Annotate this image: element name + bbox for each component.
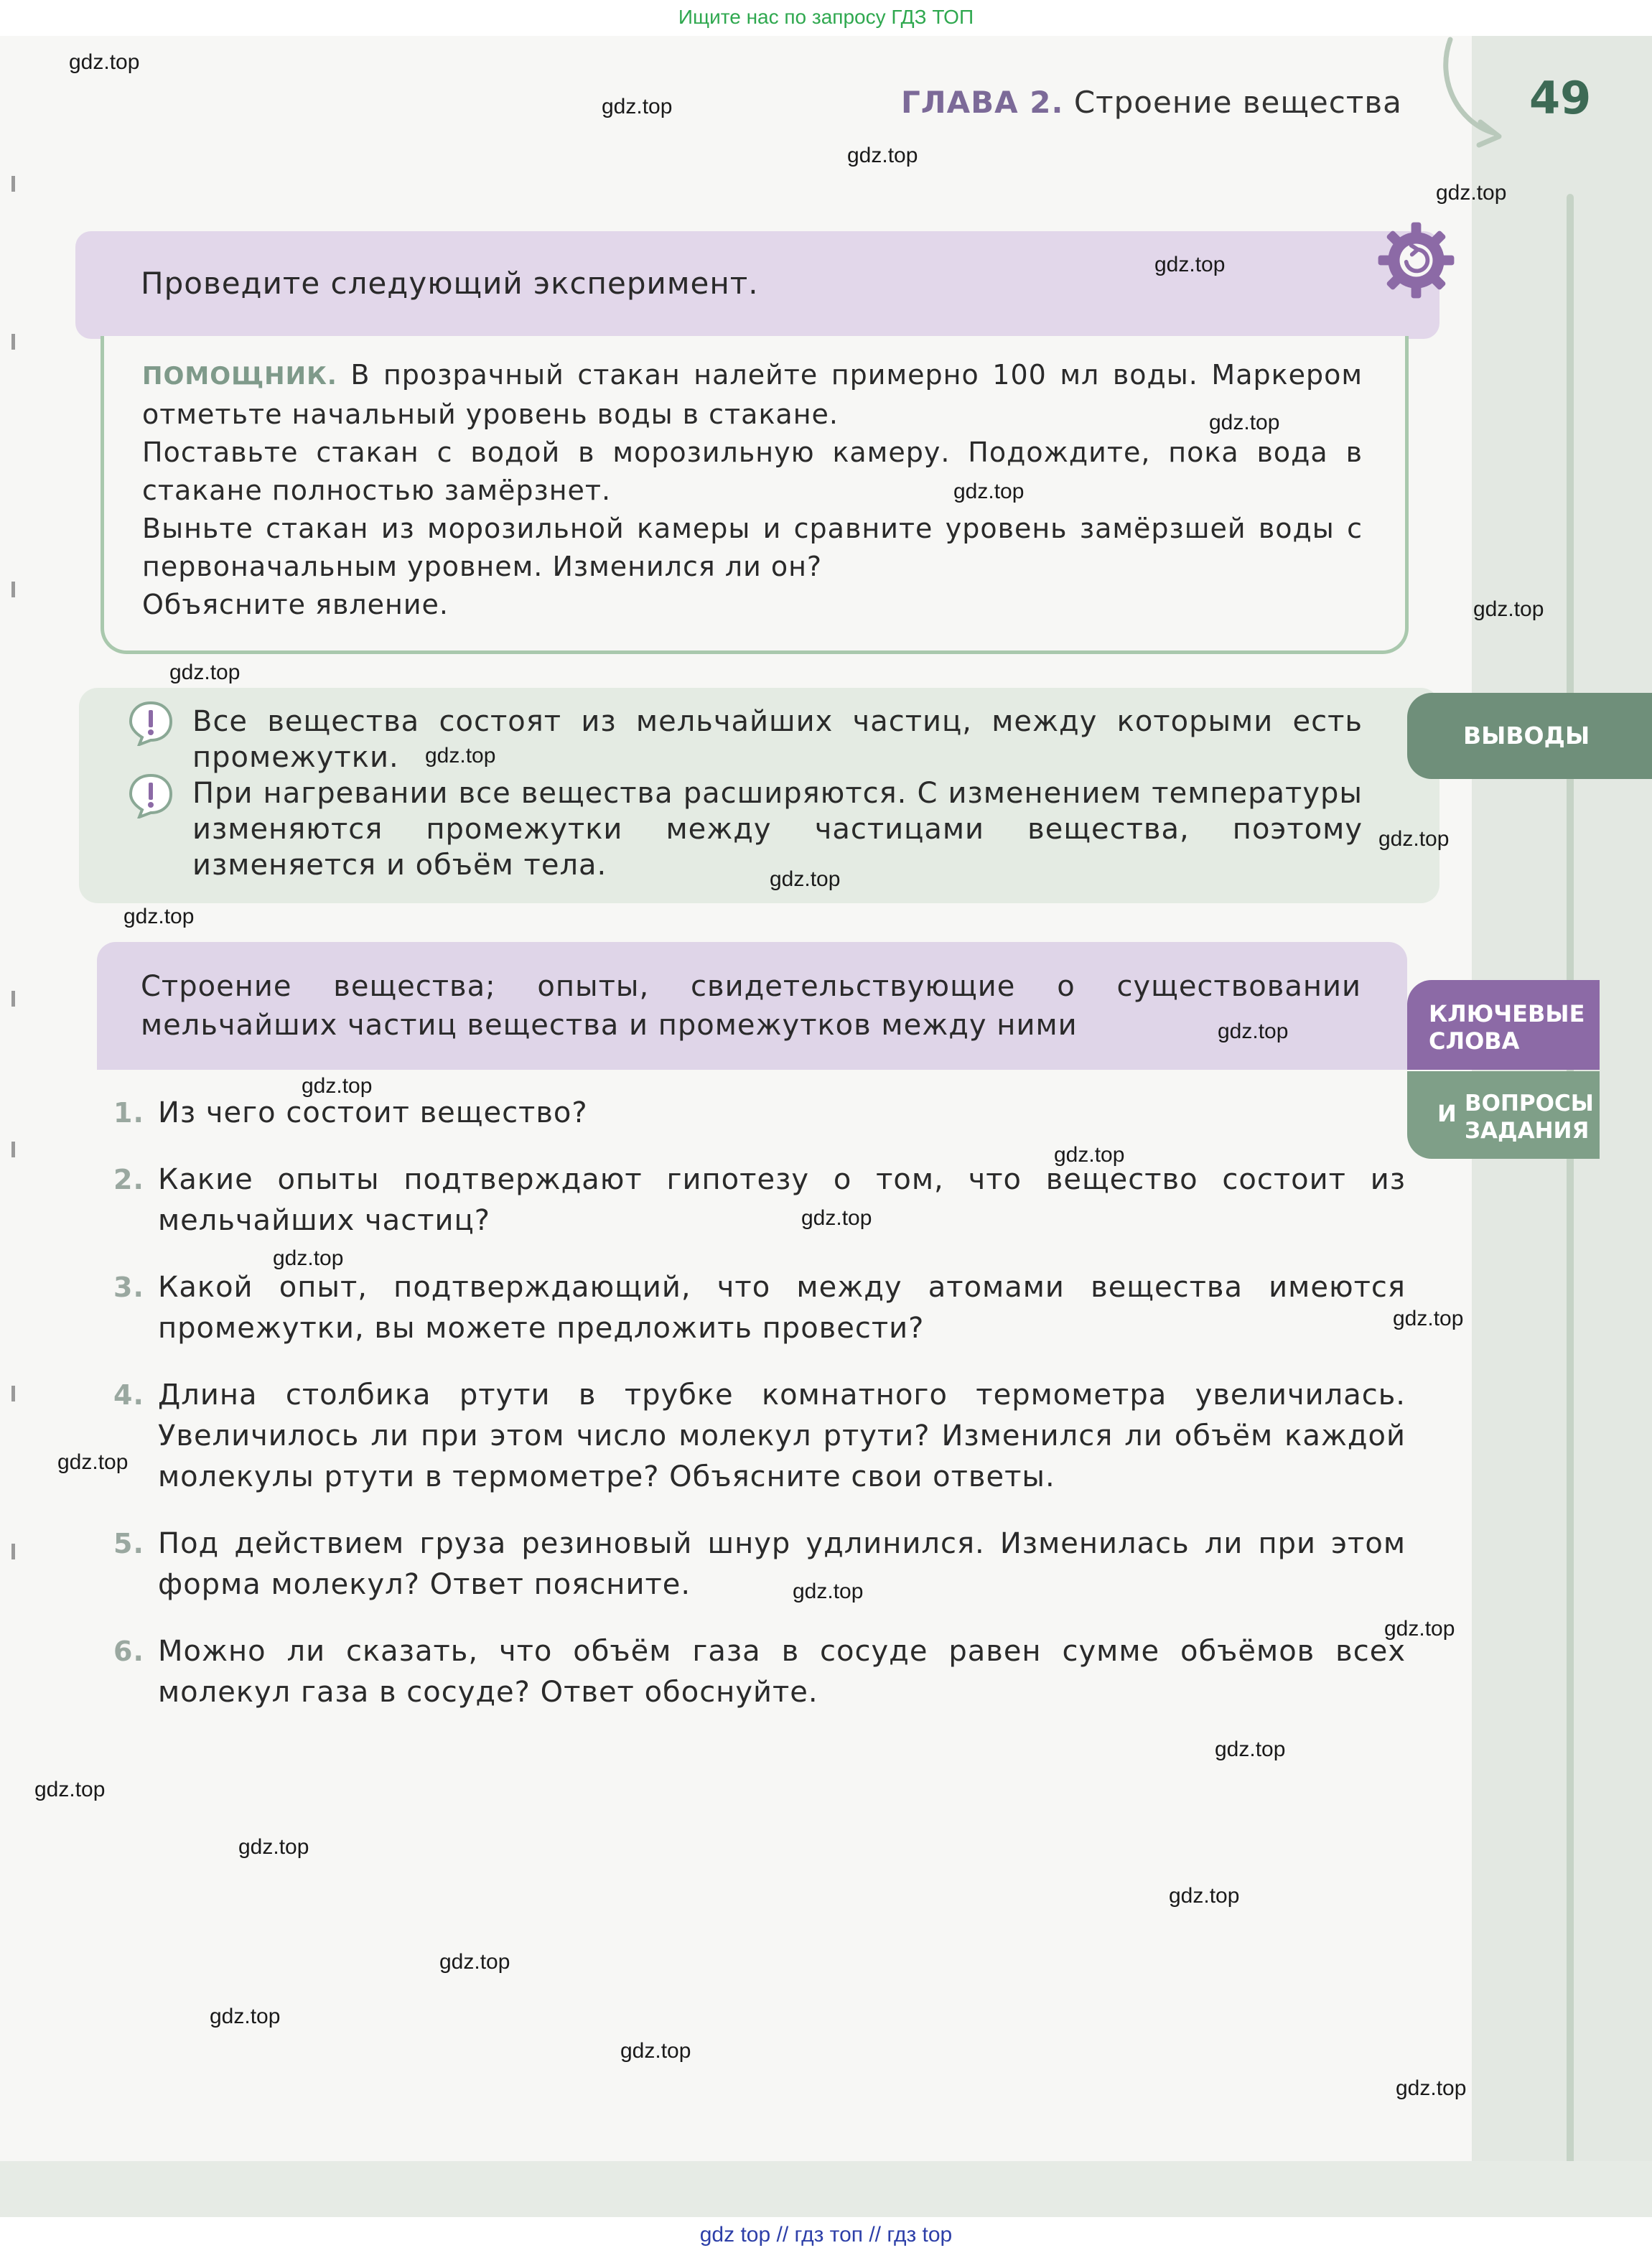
scan-mark bbox=[11, 1544, 15, 1559]
question-number: 6. bbox=[113, 1636, 144, 1667]
question-text: Какой опыт, подтверждающий, что между атомами вещества имеются промежутки, вы можете предложить провести? bbox=[158, 1271, 1406, 1345]
watermark: gdz.top bbox=[302, 1074, 373, 1098]
watermark: gdz.top bbox=[439, 1950, 510, 1974]
question-number: 3. bbox=[113, 1272, 144, 1303]
watermark: gdz.top bbox=[425, 744, 496, 768]
scan-mark bbox=[11, 1142, 15, 1157]
watermark: gdz.top bbox=[123, 905, 195, 928]
question-text: Из чего состоит вещество? bbox=[158, 1096, 588, 1129]
scan-mark bbox=[11, 176, 15, 192]
watermark: gdz.top bbox=[801, 1206, 872, 1230]
question-item bbox=[113, 1160, 1406, 1241]
watermark: gdz.top bbox=[620, 2039, 691, 2063]
scan-mark bbox=[11, 1386, 15, 1401]
tab-questions bbox=[1407, 1071, 1600, 1159]
top-banner[interactable]: Ищите нас по запросу ГДЗ ТОП bbox=[678, 6, 974, 28]
watermark: gdz.top bbox=[1436, 181, 1507, 205]
chapter-label: ГЛАВА 2. bbox=[901, 85, 1064, 120]
watermark: gdz.top bbox=[1396, 2076, 1467, 2100]
tab-questions-words bbox=[1465, 1090, 1594, 1144]
watermark: gdz.top bbox=[602, 95, 673, 118]
question-item bbox=[113, 1524, 1406, 1605]
bottom-band bbox=[0, 2161, 1652, 2217]
experiment-paragraph: Объясните явление. bbox=[142, 589, 449, 620]
tab-questions-conjunction: И bbox=[1437, 1100, 1457, 1127]
chapter-name: Строение вещества bbox=[1073, 85, 1402, 120]
margin-rail bbox=[1567, 194, 1574, 2217]
question-text: Под действием груза резиновый шнур удлинился. Изменилась ли при этом форма молекул? Ответ поясните. bbox=[158, 1527, 1406, 1601]
chapter-title bbox=[901, 85, 1402, 120]
curved-arrow-icon bbox=[1429, 36, 1529, 151]
question-number: 1. bbox=[113, 1097, 144, 1129]
watermark: gdz.top bbox=[1378, 827, 1450, 851]
watermark: gdz.top bbox=[770, 867, 841, 891]
watermark: gdz.top bbox=[847, 144, 918, 167]
question-item bbox=[113, 1267, 1406, 1349]
conclusion-item: Все вещества состоят из мельчайших частиц, между которыми есть промежутки. bbox=[192, 705, 1363, 774]
experiment-text bbox=[142, 356, 1363, 624]
watermark: gdz.top bbox=[793, 1580, 864, 1603]
scan-mark bbox=[11, 582, 15, 597]
tab-conclusions: ВЫВОДЫ bbox=[1407, 693, 1652, 779]
watermark: gdz.top bbox=[69, 50, 140, 74]
scan-mark bbox=[11, 991, 15, 1007]
helper-label: ПОМОЩНИК. bbox=[142, 362, 337, 391]
experiment-paragraph: Выньте стакан из морозильной камеры и сравните уровень замёрзшей воды с первоначальным уровнем. Изменился ли он? bbox=[142, 513, 1363, 582]
tab-keywords bbox=[1407, 980, 1600, 1070]
question-number: 4. bbox=[113, 1379, 144, 1411]
keywords-text: Строение вещества; опыты, свидетельствующие о существовании мельчайших частиц вещества и промежутков между ними bbox=[141, 970, 1361, 1042]
watermark: gdz.top bbox=[1209, 411, 1280, 434]
tab-keywords-line: КЛЮЧЕВЫЕ bbox=[1429, 1000, 1585, 1027]
question-item bbox=[113, 1631, 1406, 1713]
watermark: gdz.top bbox=[34, 1778, 106, 1801]
watermark: gdz.top bbox=[169, 661, 241, 684]
question-text: Длина столбика ртути в трубке комнатного термометра увеличилась. Увеличилось ли при этом число молекул ртути? Изменился ли объём каждой молекулы ртути в термометре? Объясните свои ответы. bbox=[158, 1379, 1406, 1493]
tab-questions-line: ВОПРОСЫ bbox=[1465, 1091, 1594, 1116]
experiment-title: Проведите следующий эксперимент. bbox=[141, 266, 759, 301]
question-number: 2. bbox=[113, 1164, 144, 1195]
conclusion-item: При нагревании все вещества расширяются. С изменением температуры изменяются промежутки между частицами вещества, поэтому изменяется и объём тела. bbox=[192, 777, 1363, 882]
watermark: gdz.top bbox=[210, 2005, 281, 2028]
watermark: gdz.top bbox=[238, 1835, 309, 1859]
experiment-step: В прозрачный стакан налейте примерно 100 мл воды. Маркером отметьте начальный уровень воды в стакане. bbox=[142, 359, 1363, 430]
watermark: gdz.top bbox=[1384, 1617, 1455, 1641]
questions-list bbox=[113, 1093, 1406, 1713]
question-item bbox=[113, 1093, 1406, 1134]
page-number: 49 bbox=[1529, 72, 1592, 124]
exclamation-icon bbox=[128, 700, 174, 746]
watermark: gdz.top bbox=[1169, 1884, 1240, 1908]
question-number: 5. bbox=[113, 1528, 144, 1559]
watermark: gdz.top bbox=[57, 1450, 129, 1474]
watermark: gdz.top bbox=[1215, 1737, 1286, 1761]
watermark: gdz.top bbox=[273, 1246, 344, 1270]
question-item bbox=[113, 1375, 1406, 1498]
bottom-banner[interactable]: gdz top // гдз топ // гдз top bbox=[0, 2217, 1652, 2253]
watermark: gdz.top bbox=[1054, 1143, 1125, 1167]
tab-questions-line: ЗАДАНИЯ bbox=[1465, 1118, 1590, 1144]
watermark: gdz.top bbox=[1393, 1307, 1464, 1330]
experiment-paragraph bbox=[142, 356, 1363, 434]
question-text: Какие опыты подтверждают гипотезу о том, что вещество состоит из мельчайших частиц? bbox=[158, 1163, 1406, 1237]
gear-icon bbox=[1375, 219, 1457, 302]
watermark: gdz.top bbox=[1218, 1020, 1289, 1043]
exclamation-icon bbox=[128, 773, 174, 818]
watermark: gdz.top bbox=[953, 480, 1025, 503]
question-text: Можно ли сказать, что объём газа в сосуде равен сумме объёмов всех молекул газа в сосуде? Ответ обоснуйте. bbox=[158, 1635, 1406, 1709]
tab-keywords-line: СЛОВА bbox=[1429, 1027, 1520, 1055]
watermark: gdz.top bbox=[1473, 597, 1544, 621]
experiment-paragraph: Поставьте стакан с водой в морозильную камеру. Подождите, пока вода в стакане полностью замёрзнет. bbox=[142, 437, 1363, 506]
watermark: gdz.top bbox=[1154, 253, 1226, 276]
scan-mark bbox=[11, 334, 15, 350]
